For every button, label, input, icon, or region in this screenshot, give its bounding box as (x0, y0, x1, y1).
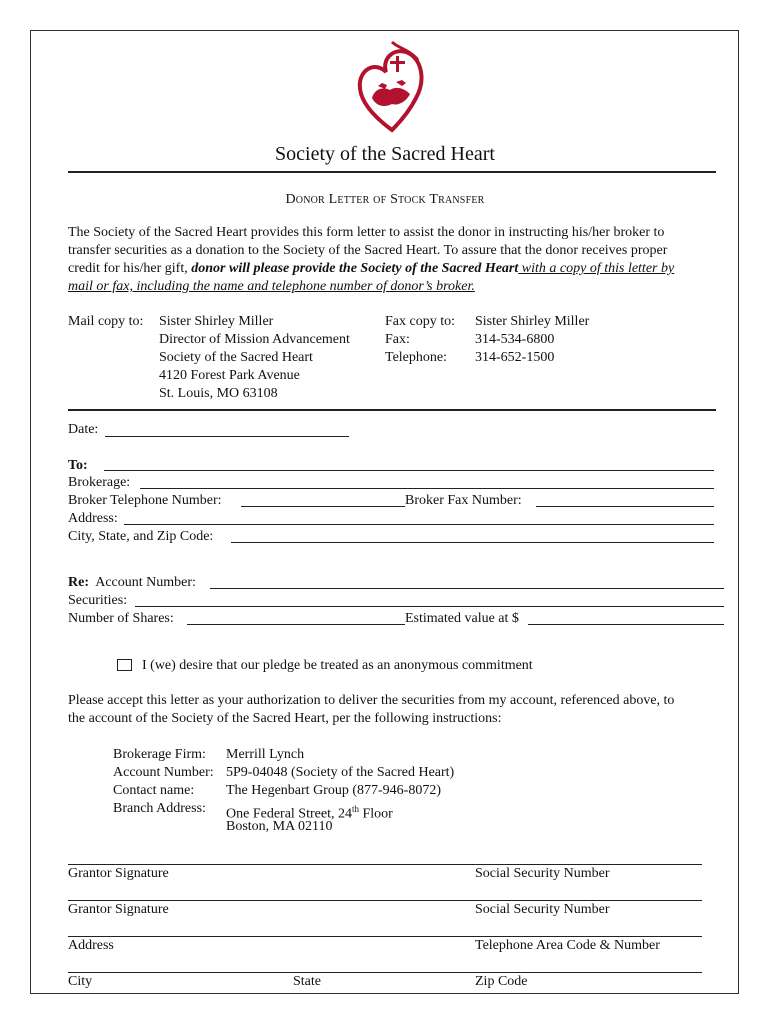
fax-label: Fax: (385, 332, 410, 347)
telephone-number: 314-652-1500 (475, 350, 555, 365)
document-heading: Donor Letter of Stock Transfer (285, 192, 485, 207)
mail-line-5: St. Louis, MO 63108 (159, 386, 278, 401)
anonymous-label: I (we) desire that our pledge be treated as an anonymous commitment (142, 658, 533, 673)
intro-line-1: The Society of the Sacred Heart provides this form letter to assist the donor in instructing his/her broker to (68, 225, 665, 240)
sacred-heart-logo-icon (352, 40, 432, 136)
state-signature-label: State (293, 974, 321, 989)
re-line (68, 574, 196, 592)
re-label: Re: (68, 575, 89, 590)
to-field[interactable] (104, 470, 714, 471)
broker-fax-field[interactable] (536, 506, 714, 507)
broker-phone-label: Broker Telephone Number: (68, 493, 222, 508)
zip-signature-label: Zip Code (475, 974, 528, 989)
branch-address-label: Branch Address: (113, 801, 206, 816)
city-signature-label: City (68, 974, 93, 989)
grantor-signature-label-1: Grantor Signature (68, 866, 169, 881)
authorization-line-1: Please accept this letter as your authorization to deliver the securities from my account, referenced above, to (68, 693, 675, 708)
brokerage-field[interactable] (140, 488, 714, 489)
fax-copy-label: Fax copy to: (385, 314, 455, 329)
intro-line-3-bold: donor will please provide the Society of the Sacred Heart (191, 261, 519, 276)
to-label: To: (68, 458, 88, 473)
city-signature-line[interactable] (68, 972, 702, 973)
address-label: Address: (68, 511, 118, 526)
page-border (30, 30, 739, 994)
broker-phone-field[interactable] (241, 506, 405, 507)
mail-line-4: 4120 Forest Park Avenue (159, 368, 300, 383)
section-rule (68, 409, 716, 411)
anonymous-checkbox[interactable] (117, 659, 132, 671)
estimated-value-field[interactable] (528, 624, 724, 625)
shares-field[interactable] (187, 624, 405, 625)
address-field[interactable] (124, 524, 714, 525)
fax-number: 314-534-6800 (475, 332, 555, 347)
telephone-area-code-label: Telephone Area Code & Number (475, 938, 660, 953)
branch-street: One Federal Street, 24 (226, 806, 352, 822)
securities-label: Securities: (68, 593, 128, 608)
title-rule (68, 171, 716, 173)
contact-name-value: The Hegenbart Group (877-946-8072) (226, 783, 441, 798)
ssn-label-1: Social Security Number (475, 866, 610, 881)
estimated-value-label: Estimated value at $ (405, 611, 519, 626)
intro-line-3-underline: with a copy of this letter by (518, 261, 675, 276)
intro-paragraph (68, 224, 728, 296)
telephone-label: Telephone: (385, 350, 447, 365)
intro-line-4: mail or fax, including the name and telephone number of donor’s broker. (68, 279, 475, 294)
account-number-field[interactable] (210, 588, 724, 589)
brokerage-firm-value: Merrill Lynch (226, 747, 305, 762)
brokerage-label: Brokerage: (68, 475, 131, 490)
intro-line-3 (68, 260, 728, 278)
date-field[interactable] (105, 436, 349, 437)
city-state-zip-label: City, State, and Zip Code: (68, 529, 214, 544)
organization-title: Society of the Sacred Heart (275, 143, 495, 165)
date-label: Date: (68, 422, 99, 437)
address-signature-label: Address (68, 938, 114, 953)
mail-copy-label: Mail copy to: (68, 314, 144, 329)
authorization-line-2: the account of the Society of the Sacred Heart, per the following instructions: (68, 711, 502, 726)
mail-line-3: Society of the Sacred Heart (159, 350, 313, 365)
instr-account-label: Account Number: (113, 765, 214, 780)
mail-line-1: Sister Shirley Miller (159, 314, 274, 329)
fax-contact-name: Sister Shirley Miller (475, 314, 590, 329)
brokerage-firm-label: Brokerage Firm: (113, 747, 206, 762)
shares-label: Number of Shares: (68, 611, 174, 626)
broker-fax-label: Broker Fax Number: (405, 493, 522, 508)
intro-line-3-plain: credit for his/her gift, (68, 261, 192, 276)
account-number-label: Account Number: (95, 575, 196, 590)
contact-name-label: Contact name: (113, 783, 195, 798)
instr-account-value: 5P9-04048 (Society of the Sacred Heart) (226, 765, 455, 780)
city-state-zip-field[interactable] (231, 542, 714, 543)
branch-floor: Floor (358, 806, 393, 822)
intro-line-2: transfer securities as a donation to the Society of the Sacred Heart. To assure that the donor receives proper (68, 243, 668, 258)
branch-ordinal: th (351, 804, 359, 814)
mail-line-2: Director of Mission Advancement (159, 332, 350, 347)
ssn-label-2: Social Security Number (475, 902, 610, 917)
branch-city-value: Boston, MA 02110 (226, 819, 333, 834)
securities-field[interactable] (135, 606, 724, 607)
grantor-signature-label-2: Grantor Signature (68, 902, 169, 917)
authorization-paragraph (68, 692, 728, 728)
